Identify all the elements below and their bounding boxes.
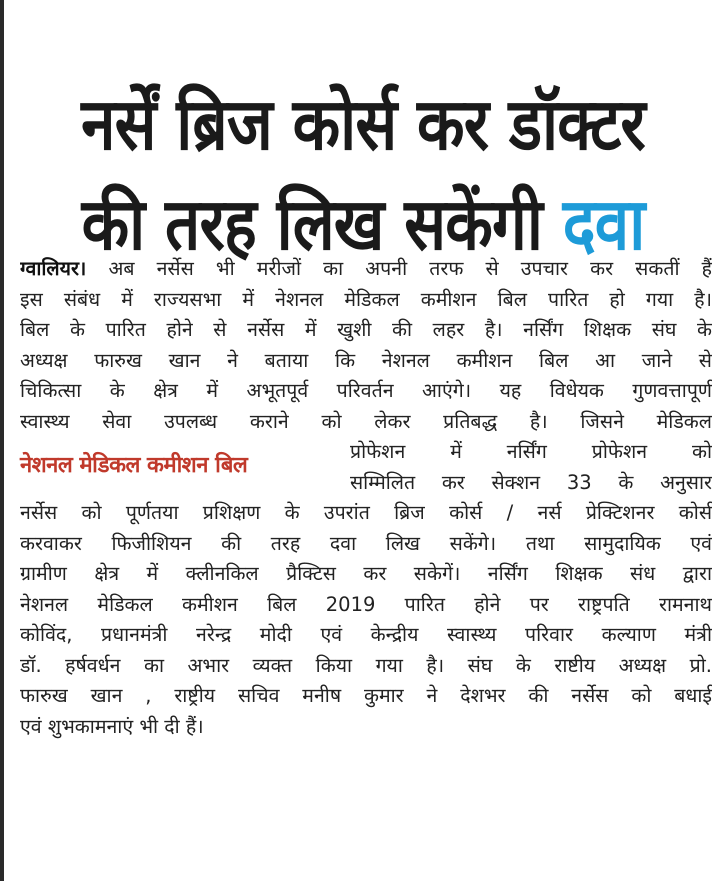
article-line-2: इस संबंध में राज्यसभा में नेशनल मेडिकल कमीशन बिल पारित हो गया है। [20, 287, 712, 311]
article-line-9: नर्सेस को पूर्णतया प्रशिक्षण के उपरांत ब्रिज कोर्स / नर्स प्रेक्टिशनर कोर्स [20, 501, 712, 524]
subhead-row [20, 437, 712, 498]
article-line-14: डॉ. हर्षवर्धन का अभार व्यक्त किया गया है। संघ के राष्टीय अध्यक्ष प्रो. [20, 653, 712, 677]
article-line-16: एवं शुभकामनाएं भी दी हैं। [20, 714, 204, 738]
article-line-11: ग्रामीण क्षेत्र में क्लीनकिल प्रैक्टिस कर सकेगें। नर्सिंग शिक्षक संध द्वारा [20, 562, 712, 585]
article-line-10: करवाकर फिजीशियन की तरह दवा लिख सकेंगे। तथा सामुदायिक एवं [20, 531, 712, 555]
headline-line-2-main: की तरह लिख सकेंगी [81, 182, 543, 267]
subhead: नेशनल मेडिकल कमीशन बिल [20, 453, 248, 478]
article-line-13: कोविंद, प्रधानमंत्री नरेन्द्र मोदी एवं केन्द्रीय स्वास्थ्य परिवार कल्याण मंत्री [20, 623, 712, 646]
article-line-1-text: अब नर्सेस भी मरीजों का अपनी तरफ से उपचार कर सकतीं हैं [86, 257, 712, 280]
article-line-12: नेशनल मेडिकल कमीशन बिल 2019 पारित होने पर राष्ट्रपति रामनाथ [20, 592, 712, 616]
article-body [20, 254, 712, 742]
article-line-5: चिकित्सा के क्षेत्र में अभूतपूर्व परिवर्तन आएंगे। यह विधेयक गुणवत्तापूर्ण [20, 379, 712, 402]
article-line-6: स्वास्थ्य सेवा उपलब्ध कराने को लेकर प्रतिबद्ध है। जिसने मेडिकल [20, 409, 712, 433]
article-line-7: प्रोफेशन में नर्सिंग प्रोफेशन को [350, 440, 712, 463]
article-line-1 [20, 254, 712, 285]
page-left-border [0, 0, 4, 881]
headline-accent-word: दवा [562, 182, 645, 267]
article-line-3: बिल के पारित होने से नर्सेस में खुशी की लहर है। नर्सिंग शिक्षक संघ के [20, 318, 712, 341]
dateline: ग्वालियर। [20, 257, 87, 280]
headline [66, 74, 659, 274]
headline-line-1: नर्सें ब्रिज कोर्स कर डॉक्टर [81, 82, 645, 167]
article-line-15: फारुख खान , राष्ट्रीय सचिव मनीष कुमार ने देशभर की नर्सेस को बधाई [20, 684, 712, 707]
subhead-side-text [350, 437, 712, 498]
article-line-4: अध्यक्ष फारुख खान ने बताया कि नेशनल कमीशन बिल आ जाने से [20, 348, 712, 372]
article-line-8: सम्मिलित कर सेक्शन 33 के अनुसार [350, 470, 712, 494]
